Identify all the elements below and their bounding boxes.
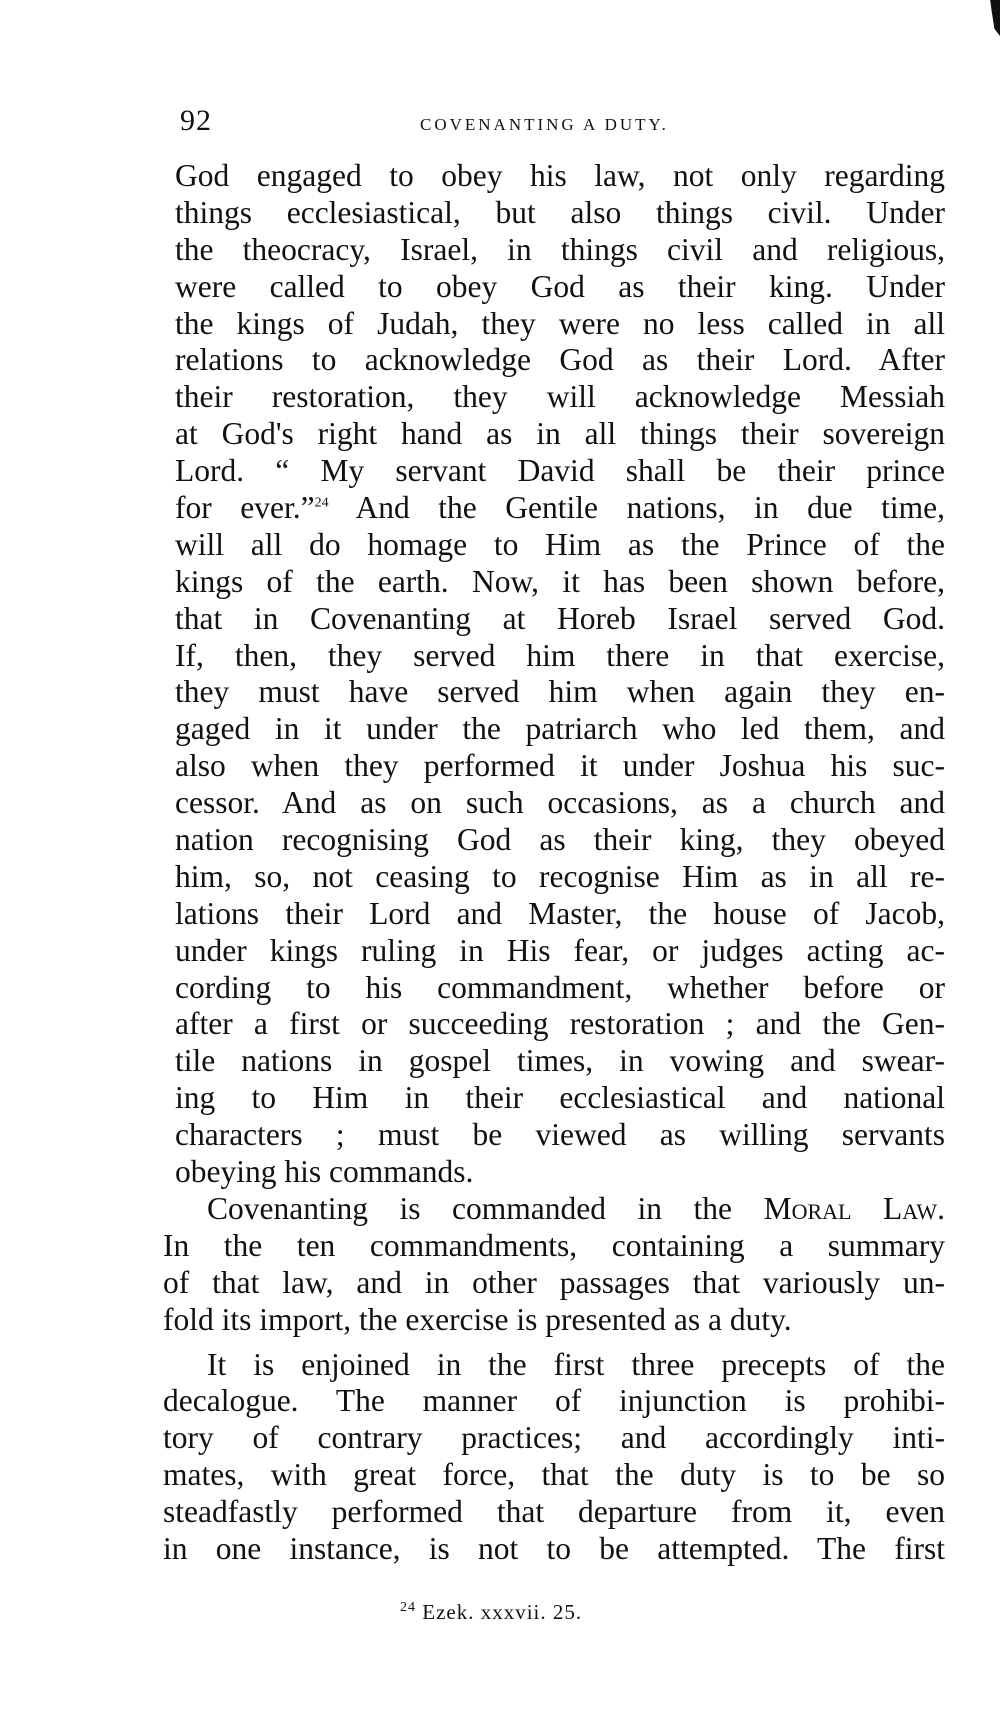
text-line: their restoration, they will acknowledge Messiah: [175, 379, 945, 415]
text-line: If, then, they served him there in that exercise,: [175, 637, 945, 673]
footnote-text: Ezek. xxxvii. 25.: [422, 1600, 583, 1624]
text-line: decalogue. The manner of injunction is prohibi-: [163, 1383, 945, 1419]
text-line: kings of the earth. Now, it has been shown before,: [175, 563, 945, 599]
text-line: also when they performed it under Joshua his suc-: [175, 748, 945, 784]
text-line: things ecclesiastical, but also things civil. Under: [175, 194, 945, 230]
text-line: fold its import, the exercise is presented as a duty.: [163, 1301, 792, 1337]
text-line: they must have served him when again they en-: [175, 674, 945, 710]
text-line: tile nations in gospel times, in vowing and swear-: [175, 1043, 945, 1079]
text-line: of that law, and in other passages that variously un-: [163, 1264, 945, 1300]
text-line: after a first or succeeding restoration ; and the Gen-: [175, 1006, 945, 1042]
scan-edge-mark: [986, 0, 1000, 36]
paragraph-2: [163, 1191, 945, 1339]
text-line: mates, with great force, that the duty is to be so: [163, 1457, 945, 1493]
text-line: God engaged to obey his law, not only regarding: [175, 158, 945, 193]
text-line: relations to acknowledge God as their Lord. After: [175, 342, 945, 378]
footnote-reference: 24: [314, 495, 329, 511]
text-line: characters ; must be viewed as willing servants: [175, 1117, 945, 1153]
text-line: under kings ruling in His fear, or judges acting ac-: [175, 932, 945, 968]
text-line: tory of contrary practices; and accordingly inti-: [163, 1420, 945, 1456]
text-line-with-footnote-ref: [175, 490, 945, 527]
text-line: him, so, not ceasing to recognise Him as in all re-: [175, 858, 945, 894]
footnote-marker: 24: [400, 1600, 416, 1615]
text-line: steadfastly performed that departure from it, even: [163, 1494, 945, 1530]
body-text: [163, 158, 945, 1568]
text-line: nation recognising God as their king, they obeyed: [175, 822, 945, 858]
footnote: [400, 1600, 582, 1625]
text-line: that in Covenanting at Horeb Israel served God.: [175, 600, 945, 636]
text-fragment: for ever.”: [175, 490, 315, 526]
text-line: It is enjoined in the first three precepts of the: [207, 1346, 945, 1382]
text-line: in one instance, is not to be attempted. The first: [163, 1530, 945, 1566]
text-line: the kings of Judah, they were no less called in all: [175, 305, 945, 341]
text-line: will all do homage to Him as the Prince of the: [175, 526, 945, 562]
text-line: In the ten commandments, containing a summary: [163, 1227, 945, 1263]
page-number: 92: [180, 104, 212, 137]
text-line: cording to his commandment, whether before or: [175, 969, 945, 1005]
text-line: gaged in it under the patriarch who led them, and: [175, 711, 945, 747]
text-fragment: Covenanting is commanded in the: [207, 1190, 764, 1226]
text-line: were called to obey God as their king. Under: [175, 268, 945, 304]
text-line: at God's right hand as in all things their sovereign: [175, 416, 945, 452]
text-line: cessor. And as on such occasions, as a church and: [175, 785, 945, 821]
text-line: obeying his commands.: [175, 1154, 474, 1190]
paragraph-3: [163, 1347, 945, 1568]
paragraph-1: [175, 158, 945, 1191]
running-head: COVENANTING A DUTY.: [420, 115, 669, 134]
text-fragment: And the Gentile nations, in due time,: [355, 490, 945, 526]
text-line: Lord. “ My servant David shall be their prince: [175, 453, 945, 489]
text-line: the theocracy, Israel, in things civil and religious,: [175, 231, 945, 267]
small-caps-term: Moral Law.: [763, 1190, 945, 1226]
text-line: ing to Him in their ecclesiastical and national: [175, 1080, 945, 1116]
text-line: [163, 1191, 945, 1228]
text-line: lations their Lord and Master, the house of Jacob,: [175, 895, 945, 931]
